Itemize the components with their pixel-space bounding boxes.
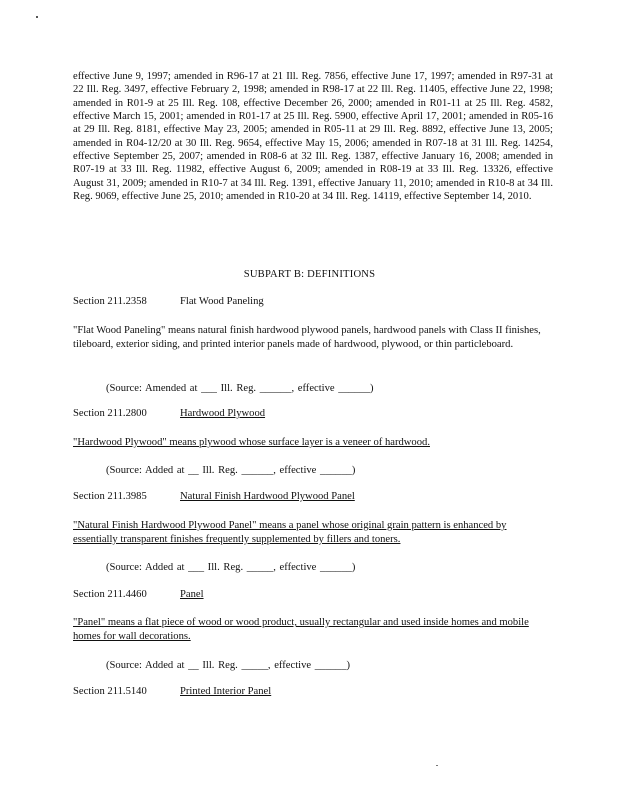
section-number: Section 211.5140 — [73, 686, 147, 697]
definition-paragraph: "Natural Finish Hardwood Plywood Panel" means a panel whose original grain pattern is enhanced by essentially transparent finishes frequently supplemented by fillers and toners. — [73, 520, 507, 545]
section-title: Hardwood Plywood — [180, 408, 266, 419]
section-title: Flat Wood Paneling — [180, 296, 264, 307]
section-heading — [73, 296, 264, 307]
source-note: (Source: Added at __ Ill. Reg. _____, effective ______) — [106, 660, 351, 671]
section-heading — [73, 491, 355, 502]
section-title: Printed Interior Panel — [180, 686, 272, 697]
definition-paragraph: "Hardwood Plywood" means plywood whose surface layer is a veneer of hardwood. — [73, 437, 430, 448]
section-heading — [73, 408, 265, 419]
section-title: Panel — [180, 589, 204, 600]
section-number: Section 211.3985 — [73, 491, 147, 502]
section-title: Natural Finish Hardwood Plywood Panel — [180, 491, 355, 502]
source-note: (Source: Added at __ Ill. Reg. ______, effective ______) — [106, 465, 356, 476]
section-number: Section 211.2358 — [73, 296, 147, 307]
scan-speck — [36, 16, 38, 18]
amendment-history-paragraph: effective June 9, 1997; amended in R96-17 at 21 Ill. Reg. 7856, effective June 17, 1997; amended in R97-31 at 22 Ill. Reg. 3497, effective February 2, 1998; amended in R98-17 at 22 Ill. Reg. 11405, effective June 22, 1998; amended in R01-9 at 25 Ill. Reg. 108, effective December 26, 2000; amended in R01-11 at 25 Ill. Reg. 4582, effective March 15, 2001; amended in R01-17 at 25 Ill. Reg. 5900, effective April 17, 2001; amended in R05-16 at 29 Ill. Reg. 8181, effective May 23, 2005; amended in R05-11 at 29 Ill. Reg. 8892, effective June 13, 2005; amended in R04-12/20 at 30 Ill. Reg. 9654, effective May 15, 2006; amended in R07-18 at 31 Ill. Reg. 14254, effective September 25, 2007; amended in R08-6 at 32 Ill. Reg. 1387, effective January 16, 2008; amended in R07-19 at 33 Ill. Reg. 11982, effective August 6, 2009; amended in R08-19 at 33 Ill. Reg. 13326, effective August 31, 2009; amended in R10-7 at 34 Ill. Reg. 1391, effective January 11, 2010; amended in R10-8 at 34 Ill. Reg. 9069, effective June 25, 2010; amended in R10-20 at 34 Ill. Reg. 14119, effective September 14, 2010. — [73, 71, 553, 203]
definition-paragraph: "Flat Wood Paneling" means natural finish hardwood plywood panels, hardwood panels with Class II finishes, tileboard, exterior siding, and printed interior panels made of hardwood, plywood, or thin particleboard. — [73, 325, 541, 350]
section-number: Section 211.4460 — [73, 589, 147, 600]
section-heading — [73, 589, 204, 600]
scan-speck — [436, 765, 438, 766]
section-number: Section 211.2800 — [73, 408, 147, 419]
subpart-heading: SUBPART B: DEFINITIONS — [243, 269, 376, 280]
definition-paragraph: "Panel" means a flat piece of wood or wood product, usually rectangular and used inside homes and mobile homes for wall decorations. — [73, 617, 529, 642]
source-note: (Source: Amended at ___ Ill. Reg. ______, effective ______) — [106, 383, 374, 394]
source-note: (Source: Added at ___ Ill. Reg. _____, effective ______) — [106, 562, 356, 573]
section-heading — [73, 686, 271, 697]
